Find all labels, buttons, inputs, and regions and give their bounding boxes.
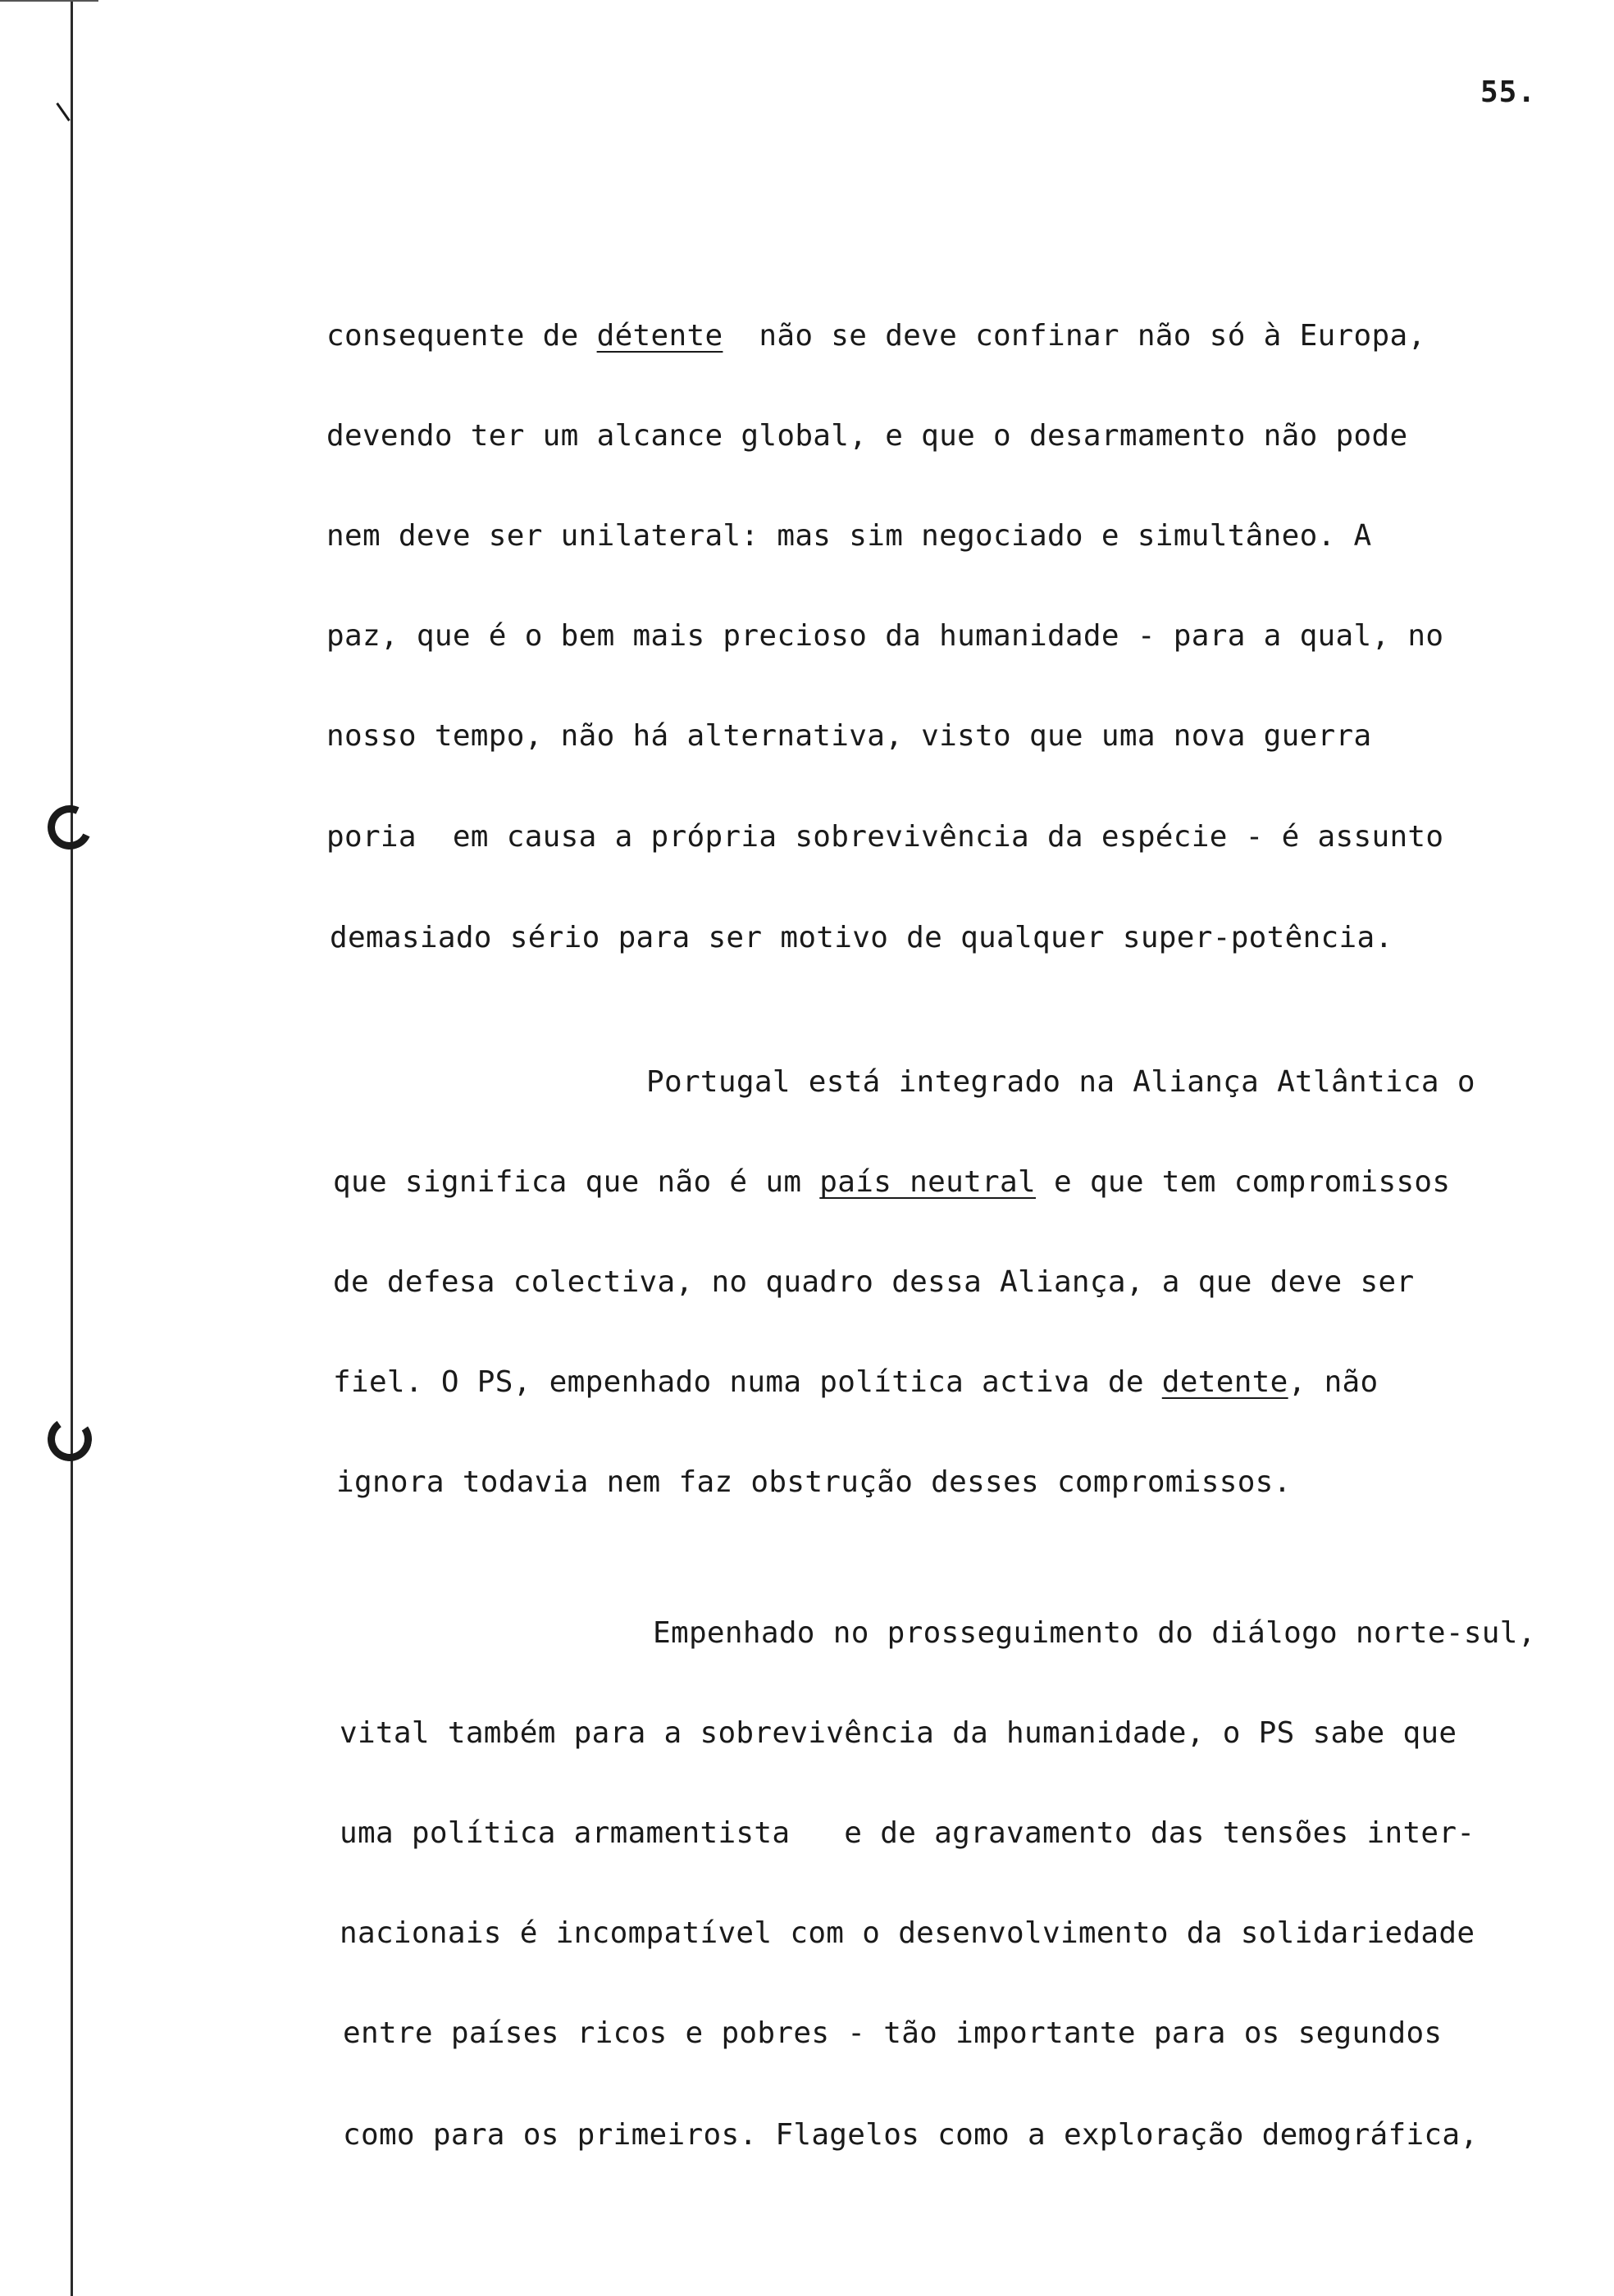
page-number: 55. — [1480, 75, 1537, 109]
text-line: de defesa colectiva, no quadro dessa Aliança, a que deve ser — [333, 1265, 1415, 1299]
tick-mark — [56, 102, 70, 121]
text-line: consequente de détente não se deve confinar não só à Europa, — [326, 319, 1426, 353]
text-line: nosso tempo, não há alternativa, visto que uma nova guerra — [326, 719, 1372, 753]
text-line: nem deve ser unilateral: mas sim negociado e simultâneo. A — [326, 519, 1372, 553]
text-line: Empenhado no prosseguimento do diálogo norte-sul, — [653, 1616, 1536, 1650]
underlined-term: detente — [1161, 1365, 1288, 1399]
margin-rule — [71, 0, 73, 2296]
top-rule — [0, 0, 98, 2]
text-line: uma política armamentista e de agravamento das tensões inter- — [340, 1816, 1475, 1850]
text-line: entre países ricos e pobres - tão importante para os segundos — [343, 2016, 1443, 2050]
punch-hole-icon — [44, 1414, 96, 1465]
text-line: Portugal está integrado na Aliança Atlântica o — [646, 1065, 1475, 1099]
text-line: devendo ter um alcance global, e que o desarmamento não pode — [326, 419, 1408, 453]
text-line: ignora todavia nem faz obstrução desses compromissos. — [336, 1465, 1292, 1499]
underlined-term: país neutral — [819, 1165, 1036, 1199]
text-line: vital também para a sobrevivência da humanidade, o PS sabe que — [340, 1716, 1457, 1750]
punch-hole-icon — [41, 799, 98, 855]
text-line: paz, que é o bem mais precioso da humanidade - para a qual, no — [326, 619, 1444, 653]
underlined-term: détente — [596, 319, 723, 353]
text-line: como para os primeiros. Flagelos como a exploração demográfica, — [343, 2118, 1479, 2152]
text-line: que significa que não é um país neutral e que tem compromissos — [333, 1165, 1451, 1199]
text-line: fiel. O PS, empenhado numa política activa de detente, não — [333, 1365, 1379, 1399]
text-line: demasiado sério para ser motivo de qualquer super-potência. — [330, 921, 1393, 954]
text-line: poria em causa a própria sobrevivência da espécie - é assunto — [326, 820, 1444, 854]
text-line: nacionais é incompatível com o desenvolvimento da solidariedade — [340, 1916, 1475, 1950]
